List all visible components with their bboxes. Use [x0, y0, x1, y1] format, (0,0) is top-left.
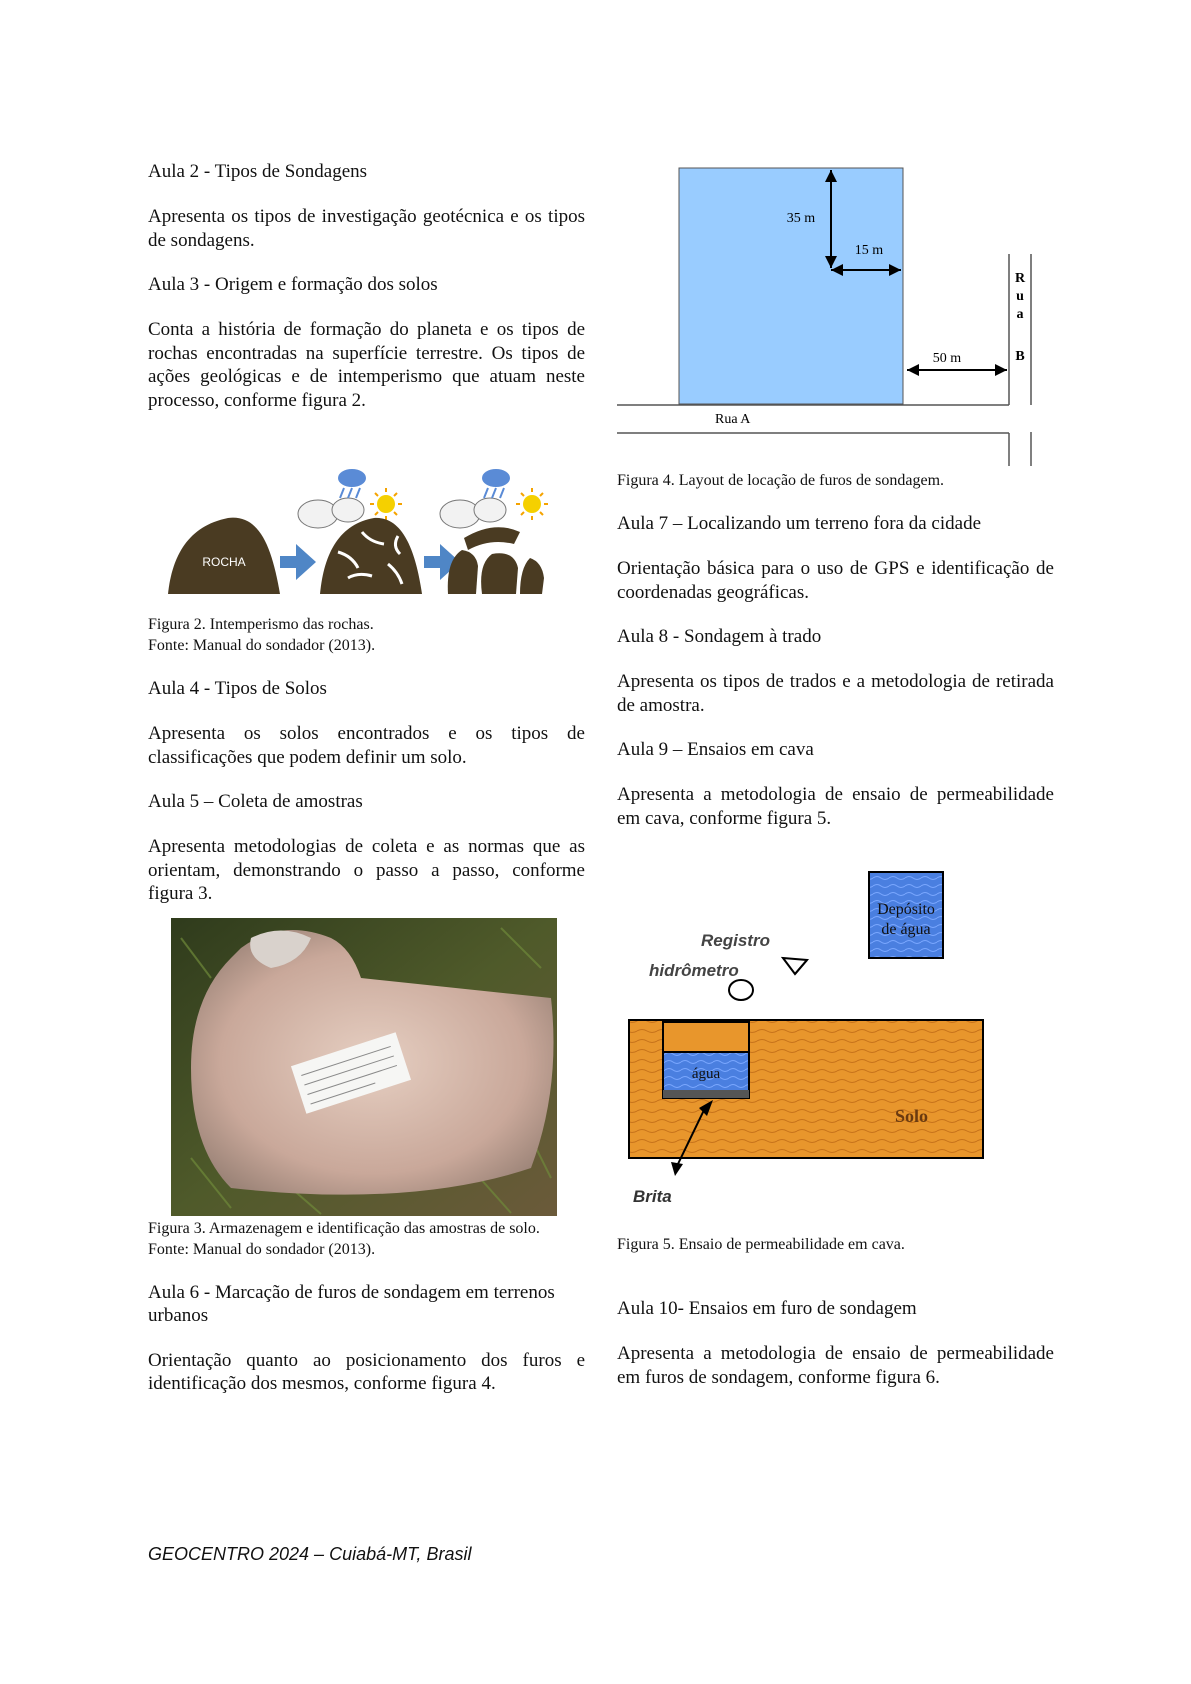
figure3-caption: Figura 3. Armazenagem e identificação das amostras de solo. [148, 1219, 540, 1237]
borehole-location-diagram [617, 166, 1054, 466]
aula2-heading: Aula 2 - Tipos de Sondagens [148, 161, 368, 182]
aula10-text: Apresenta a metodologia de ensaio de permeabilidade em furos de sondagem, conforme figura 6. [617, 1343, 1054, 1388]
dim-35-label: 35 m [786, 211, 816, 226]
dim-50-label: 50 m [932, 351, 962, 366]
aula9-text: Apresenta a metodologia de ensaio de permeabilidade em cava, conforme figura 5. [617, 784, 1054, 829]
figure3-source: Fonte: Manual do sondador (2013). [148, 1240, 376, 1258]
street-b-letter: B [1015, 349, 1025, 364]
aula10-heading: Aula 10- Ensaios em furo de sondagem [617, 1298, 917, 1319]
figure2-rock-weathering [148, 456, 585, 606]
aula8-heading: Aula 8 - Sondagem à trado [617, 626, 822, 647]
water-label: água [691, 1066, 721, 1082]
street-b-label [1015, 271, 1026, 364]
rock-label: ROCHA [202, 555, 246, 569]
figure4-borehole-layout [617, 166, 1054, 466]
aula9-heading: Aula 9 – Ensaios em cava [617, 739, 814, 760]
lot-area [679, 168, 903, 404]
left-column [148, 160, 585, 1396]
street-a-label: Rua A [715, 412, 751, 427]
street-b-letter: R [1014, 271, 1026, 286]
aula7-heading: Aula 7 – Localizando um terreno fora da cidade [617, 513, 982, 534]
aula8-text: Apresenta os tipos de trados e a metodologia de retirada de amostra. [617, 671, 1054, 716]
soil-label: Solo [895, 1106, 929, 1126]
figure5-permeability-test [617, 866, 1054, 1226]
gravel-layer [663, 1090, 749, 1098]
street-b-letter: a [1016, 307, 1024, 322]
permeability-diagram [617, 866, 1054, 1226]
page-footer: GEOCENTRO 2024 – Cuiabá-MT, Brasil [148, 1544, 472, 1564]
hydrometer-icon [729, 980, 753, 1000]
aula3-heading: Aula 3 - Origem e formação dos solos [148, 274, 438, 295]
right-column [617, 166, 1054, 1389]
figure5-caption: Figura 5. Ensaio de permeabilidade em cava. [617, 1236, 905, 1253]
registro-label: Registro [701, 931, 770, 950]
aula5-heading: Aula 5 – Coleta de amostras [148, 791, 363, 812]
figure4-caption: Figura 4. Layout de locação de furos de sondagem. [617, 472, 945, 489]
brita-label: Brita [633, 1187, 672, 1206]
hidrometro-label: hidrômetro [649, 961, 739, 980]
valve-icon [783, 958, 807, 974]
figure2-source: Fonte: Manual do sondador (2013). [148, 637, 376, 654]
dim-15-label: 15 m [854, 243, 884, 258]
figure3-soil-sample-photo [171, 918, 585, 1216]
soil-bag-photo [171, 918, 557, 1216]
figure2-caption: Figura 2. Intemperismo das rochas. [148, 616, 374, 633]
aula2-text: Apresenta os tipos de investigação geotécnica e os tipos de sondagens. [148, 206, 585, 251]
aula7-text: Orientação básica para o uso de GPS e identificação de coordenadas geográficas. [617, 558, 1054, 603]
aula3-text: Conta a história de formação do planeta e os tipos de rochas encontradas na superfície terrestre. Os tipos de ações geológicas e de intemperismo que atuam neste processo, conforme figura 2. [148, 319, 585, 411]
aula6-heading: Aula 6 - Marcação de furos de sondagem em terrenos urbanos [148, 1281, 555, 1326]
deposit-label-line2: de água [881, 921, 931, 938]
street-b-letter: u [1016, 289, 1024, 304]
aula6-text: Orientação quanto ao posicionamento dos furos e identificação dos mesmos, conforme figura 4. [148, 1349, 585, 1394]
deposit-label-line1: Depósito [877, 901, 935, 918]
aula4-heading: Aula 4 - Tipos de Solos [148, 678, 327, 699]
aula5-text: Apresenta metodologias de coleta e as normas que as orientam, demonstrando o passo a passo, conforme figura 3. [148, 836, 585, 904]
rock-weathering-illustration [148, 456, 585, 606]
arrow-icon [280, 544, 316, 580]
aula4-text: Apresenta os solos encontrados e os tipos de classificações que podem definir um solo. [148, 723, 585, 768]
